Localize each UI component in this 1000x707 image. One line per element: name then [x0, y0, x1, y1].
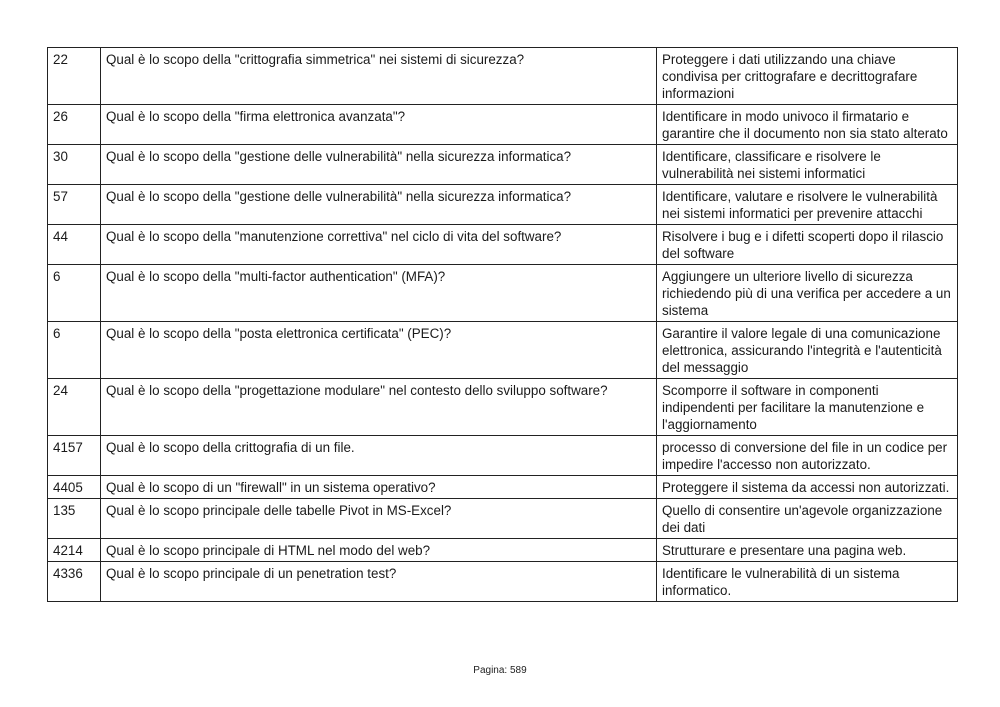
table-row	[48, 499, 958, 539]
answer-text: Proteggere il sistema da accessi non autorizzati.	[657, 476, 958, 499]
question-id: 135	[48, 499, 101, 539]
question-id: 57	[48, 185, 101, 225]
answer-text: Identificare le vulnerabilità di un sistema informatico.	[657, 562, 958, 602]
answer-text: Scomporre il software in componenti indipendenti per facilitare la manutenzione e l'aggiornamento	[657, 379, 958, 436]
table-row	[48, 436, 958, 476]
table-row	[48, 265, 958, 322]
table-row	[48, 145, 958, 185]
answer-text: Identificare, classificare e risolvere le vulnerabilità nei sistemi informatici	[657, 145, 958, 185]
question-text: Qual è lo scopo della "multi-factor authentication" (MFA)?	[101, 265, 657, 322]
answer-text: Risolvere i bug e i difetti scoperti dopo il rilascio del software	[657, 225, 958, 265]
table-row	[48, 225, 958, 265]
table-row	[48, 185, 958, 225]
question-id: 6	[48, 322, 101, 379]
question-id: 24	[48, 379, 101, 436]
table-row	[48, 379, 958, 436]
question-id: 6	[48, 265, 101, 322]
question-id: 4405	[48, 476, 101, 499]
table-row	[48, 539, 958, 562]
answer-text: Strutturare e presentare una pagina web.	[657, 539, 958, 562]
question-id: 30	[48, 145, 101, 185]
question-text: Qual è lo scopo della crittografia di un file.	[101, 436, 657, 476]
question-id: 26	[48, 105, 101, 145]
question-text: Qual è lo scopo della "posta elettronica certificata" (PEC)?	[101, 322, 657, 379]
answer-text: Identificare in modo univoco il firmatario e garantire che il documento non sia stato alterato	[657, 105, 958, 145]
table-row	[48, 562, 958, 602]
question-text: Qual è lo scopo della "manutenzione correttiva" nel ciclo di vita del software?	[101, 225, 657, 265]
answer-text: Identificare, valutare e risolvere le vulnerabilità nei sistemi informatici per prevenire attacchi	[657, 185, 958, 225]
question-id: 44	[48, 225, 101, 265]
question-text: Qual è lo scopo di un "firewall" in un sistema operativo?	[101, 476, 657, 499]
question-text: Qual è lo scopo principale di HTML nel modo del web?	[101, 539, 657, 562]
table-row	[48, 48, 958, 105]
question-text: Qual è lo scopo principale di un penetration test?	[101, 562, 657, 602]
table-row	[48, 322, 958, 379]
page-number: Pagina: 589	[473, 665, 527, 676]
question-id: 4214	[48, 539, 101, 562]
answer-text: Proteggere i dati utilizzando una chiave condivisa per crittografare e decrittografare informazioni	[657, 48, 958, 105]
question-text: Qual è lo scopo della "firma elettronica avanzata"?	[101, 105, 657, 145]
question-id: 4157	[48, 436, 101, 476]
answer-text: processo di conversione del file in un codice per impedire l'accesso non autorizzato.	[657, 436, 958, 476]
question-id: 22	[48, 48, 101, 105]
qa-table	[47, 47, 958, 602]
question-text: Qual è lo scopo della "progettazione modulare" nel contesto dello sviluppo software?	[101, 379, 657, 436]
question-id: 4336	[48, 562, 101, 602]
answer-text: Garantire il valore legale di una comunicazione elettronica, assicurando l'integrità e l'autenticità del messaggio	[657, 322, 958, 379]
answer-text: Aggiungere un ulteriore livello di sicurezza richiedendo più di una verifica per accedere a un sistema	[657, 265, 958, 322]
table-row	[48, 105, 958, 145]
question-text: Qual è lo scopo della "gestione delle vulnerabilità" nella sicurezza informatica?	[101, 145, 657, 185]
answer-text: Quello di consentire un'agevole organizzazione dei dati	[657, 499, 958, 539]
question-text: Qual è lo scopo della "crittografia simmetrica" nei sistemi di sicurezza?	[101, 48, 657, 105]
table-row	[48, 476, 958, 499]
question-text: Qual è lo scopo principale delle tabelle Pivot in MS-Excel?	[101, 499, 657, 539]
question-text: Qual è lo scopo della "gestione delle vulnerabilità" nella sicurezza informatica?	[101, 185, 657, 225]
